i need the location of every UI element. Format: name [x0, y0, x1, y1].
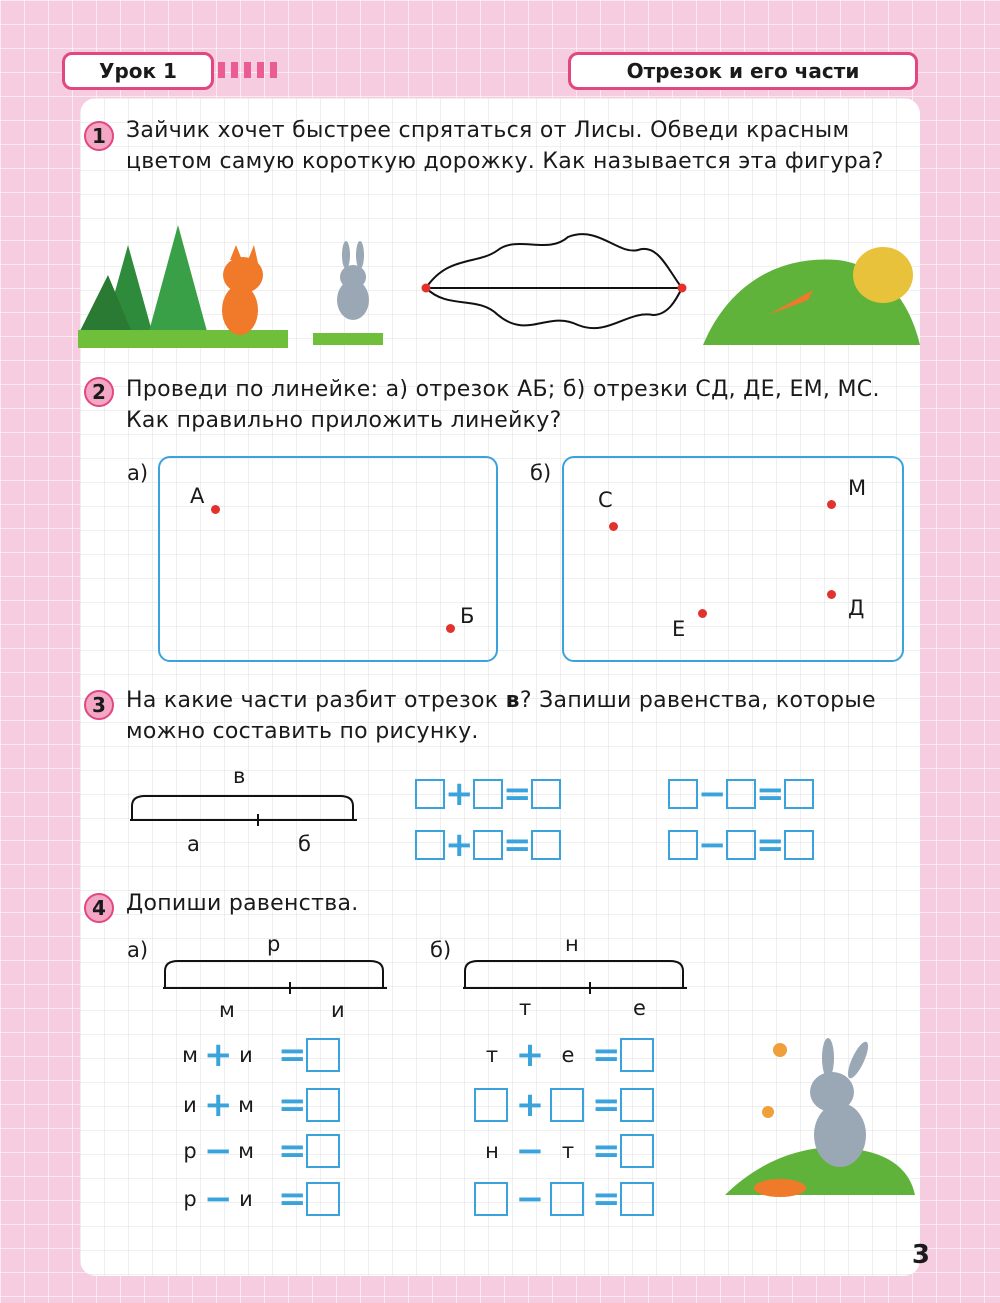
task-4a-label: а) — [127, 938, 149, 962]
point-e — [698, 609, 707, 618]
task-4a-row-3: р − м = — [176, 1134, 340, 1168]
task-2-text: Проведи по линейке: а) отрезок АБ; б) отрезки СД, ДЕ, ЕМ, МС. Как правильно приложить линейку? — [126, 377, 880, 433]
task-1-number: 1 — [84, 121, 114, 151]
point-b-label: Б — [460, 604, 475, 628]
task-3-equation-3: − = — [668, 777, 814, 811]
hill-icon — [703, 247, 920, 345]
answer-box[interactable] — [550, 1088, 584, 1122]
point-m — [827, 500, 836, 509]
point-b — [446, 624, 455, 633]
decorative-stripes — [218, 62, 277, 78]
task-3-equation-4: − = — [668, 828, 814, 862]
task-4b-part2-label: е — [633, 996, 646, 1020]
segment-v-label: в — [505, 688, 520, 713]
task-1-text: Зайчик хочет быстрее спрятаться от Лисы. Обведи красным цветом самую короткую дорожку. Как называется эта фигура? — [126, 118, 884, 174]
bunny-grass-illustration — [720, 1030, 915, 1200]
task-4a-part2-label: и — [331, 998, 345, 1022]
point-e-label: Е — [672, 617, 686, 641]
topic-tab — [568, 52, 918, 90]
task-3-part2-label: б — [298, 832, 311, 856]
task-3-segment — [125, 790, 365, 835]
task-3-equation-2: + = — [415, 828, 561, 862]
task-2-number: 2 — [84, 377, 114, 407]
answer-box[interactable] — [726, 779, 756, 809]
point-s — [609, 522, 618, 531]
answer-box[interactable] — [620, 1088, 654, 1122]
task-4a-row-2: и + м = — [176, 1088, 340, 1122]
point-a — [211, 505, 220, 514]
point-m-label: М — [848, 476, 867, 500]
answer-box[interactable] — [668, 779, 698, 809]
answer-box[interactable] — [550, 1182, 584, 1216]
task-1-illustration — [78, 215, 922, 350]
lesson-tab — [62, 52, 214, 90]
answer-box[interactable] — [784, 779, 814, 809]
task-4b-row-3: н − т = — [474, 1134, 654, 1168]
task-4a-row-1: м + и = — [176, 1038, 340, 1072]
task-4-number: 4 — [84, 893, 114, 923]
paths-figure — [422, 234, 687, 328]
point-d — [827, 590, 836, 599]
answer-box[interactable] — [474, 1182, 508, 1216]
task-2b-label: б) — [530, 461, 552, 485]
point-d-label: Д — [848, 596, 865, 620]
lesson-label: Урок 1 — [99, 59, 177, 83]
topic-title: Отрезок и его части — [626, 59, 860, 83]
answer-box[interactable] — [306, 1038, 340, 1072]
task-4b-part1-label: т — [519, 996, 532, 1020]
task-4b-row-4: − = — [474, 1182, 654, 1216]
task-3-equation-1: + = — [415, 777, 561, 811]
answer-box[interactable] — [620, 1182, 654, 1216]
bunny-icon — [313, 241, 383, 345]
task-4-text: Допиши равенства. — [126, 891, 359, 916]
page-number: 3 — [911, 1240, 930, 1270]
answer-box[interactable] — [668, 830, 698, 860]
task-4a-part1-label: м — [219, 998, 235, 1022]
task-4b-row-1: т + е = — [474, 1038, 654, 1072]
answer-box[interactable] — [726, 830, 756, 860]
answer-box[interactable] — [415, 830, 445, 860]
answer-box[interactable] — [306, 1182, 340, 1216]
fox-icon — [222, 245, 263, 335]
answer-box[interactable] — [473, 830, 503, 860]
task-3-number: 3 — [84, 690, 114, 720]
task-4a-whole-label: р — [267, 932, 281, 956]
task-4a-segment — [160, 955, 395, 1000]
task-4b-whole-label: н — [565, 932, 579, 956]
answer-box[interactable] — [306, 1088, 340, 1122]
answer-box[interactable] — [620, 1038, 654, 1072]
task-4b-label: б) — [430, 938, 452, 962]
task-4b-segment — [460, 955, 695, 1000]
answer-box[interactable] — [473, 779, 503, 809]
answer-box[interactable] — [531, 830, 561, 860]
task-3-text: На какие части разбит отрезок в? Запиши равенства, которые можно составить по рисунку. — [126, 688, 876, 744]
answer-box[interactable] — [784, 830, 814, 860]
task-3-whole-label: в — [233, 764, 246, 788]
point-s-label: С — [598, 488, 613, 512]
answer-box[interactable] — [620, 1134, 654, 1168]
task-3-part1-label: а — [187, 832, 200, 856]
task-4a-row-4: р − и = — [176, 1182, 340, 1216]
task-4b-row-2: + = — [474, 1088, 654, 1122]
task-2a-label: а) — [127, 461, 149, 485]
answer-box[interactable] — [474, 1088, 508, 1122]
point-a-label: А — [190, 484, 205, 508]
answer-box[interactable] — [306, 1134, 340, 1168]
answer-box[interactable] — [531, 779, 561, 809]
answer-box[interactable] — [415, 779, 445, 809]
